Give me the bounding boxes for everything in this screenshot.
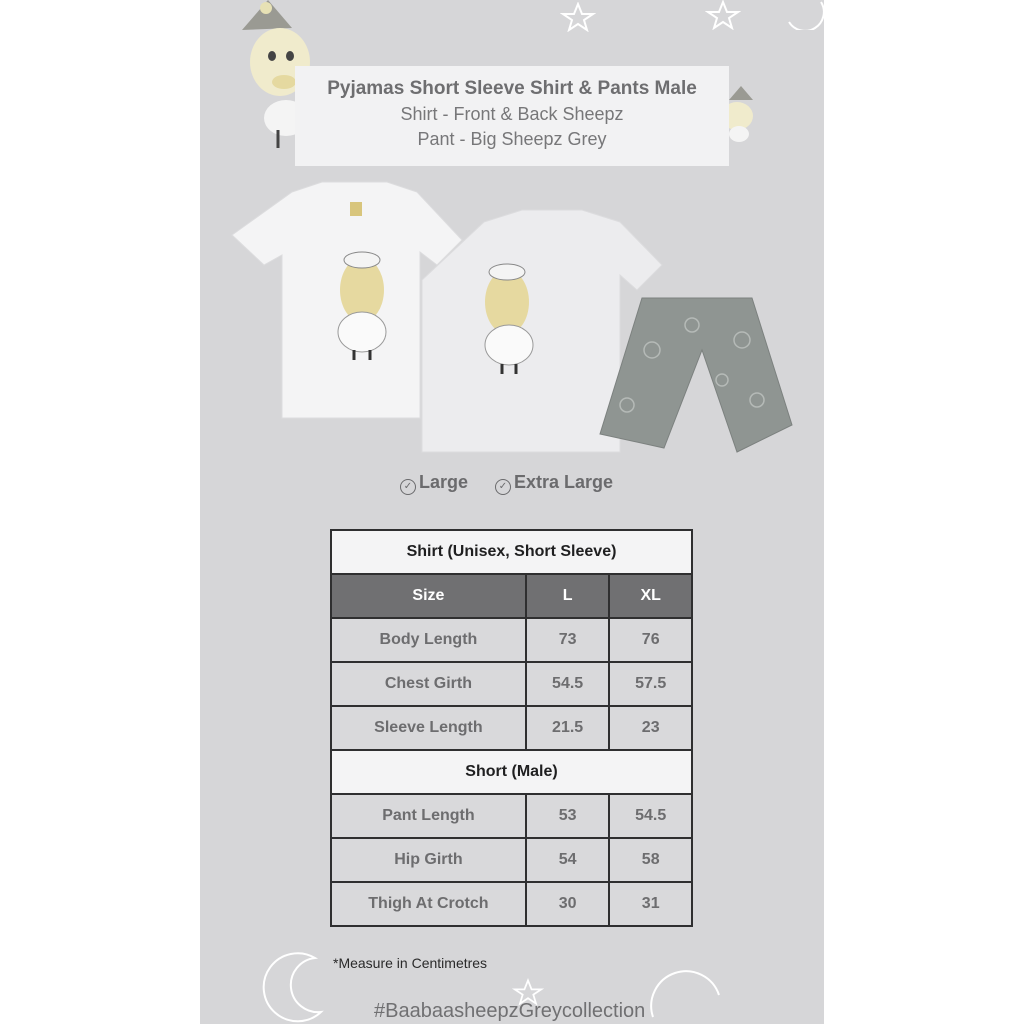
- check-circle-icon: ✓: [495, 479, 511, 495]
- moon-decoration-icon: [785, 0, 824, 30]
- product-subtitle-shirt: Shirt - Front & Back Sheepz: [400, 104, 624, 124]
- table-row: Body Length 73 76: [331, 618, 692, 662]
- size-option-extra-large: ✓ Extra Large: [495, 472, 613, 494]
- collection-hashtag: #BaabaasheepzGreycollection: [374, 1000, 646, 1022]
- moon-decoration-icon: [255, 950, 327, 1024]
- measurement-footnote: *Measure in Centimetres: [333, 955, 488, 971]
- table-row: Thigh At Crotch 30 31: [331, 882, 692, 926]
- check-circle-icon: ✓: [400, 479, 416, 495]
- star-decoration-icon: [705, 0, 741, 30]
- size-option-large: ✓ Large: [400, 472, 468, 494]
- product-subtitle-pant: Pant - Big Sheepz Grey: [417, 129, 607, 149]
- product-image: [222, 180, 802, 460]
- title-card: [295, 66, 729, 166]
- table-row: Sleeve Length 21.5 23: [331, 706, 692, 750]
- size-options: [400, 470, 630, 496]
- star-decoration-icon: [560, 2, 596, 32]
- table-row: Pant Length 53 54.5: [331, 794, 692, 838]
- product-panel: [200, 0, 824, 1024]
- product-title: Pyjamas Short Sleeve Shirt & Pants Male: [327, 78, 697, 99]
- size-chart-table: [330, 529, 693, 927]
- table-row: Chest Girth 54.5 57.5: [331, 662, 692, 706]
- table-section-header: Shirt (Unisex, Short Sleeve): [331, 530, 692, 574]
- table-section-header: Short (Male): [331, 750, 692, 794]
- moon-decoration-icon: [645, 955, 725, 1024]
- table-column-header: Size L XL: [331, 574, 692, 618]
- table-row: Hip Girth 54 58: [331, 838, 692, 882]
